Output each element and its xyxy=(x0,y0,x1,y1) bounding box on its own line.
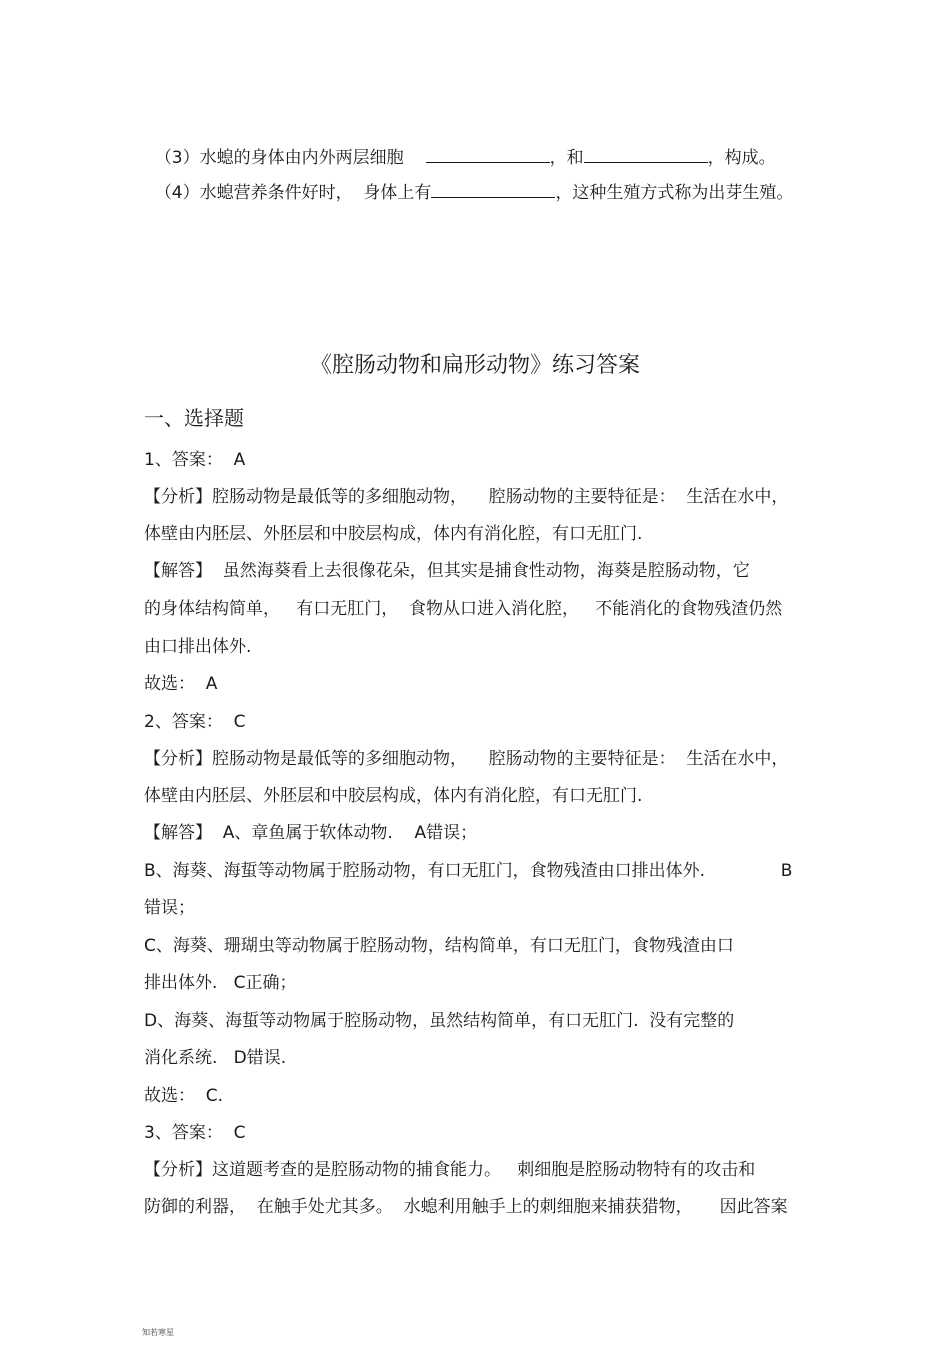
q4-suffix: ，这种生殖方式称为出芽生殖。 xyxy=(555,183,794,203)
footer-text: 知若寒星 xyxy=(142,1328,174,1337)
answers-title: 《腔肠动物和扁形动物》练习答案 xyxy=(309,353,640,378)
answer-line: 2、答案： C xyxy=(144,712,246,732)
answer-line: 【分析】腔肠动物是最低等的多细胞动物， 腔肠动物的主要特征是： 生活在水中， xyxy=(144,487,789,507)
q3-prefix: （3）水螅的身体由内外两层细胞 xyxy=(154,148,404,168)
answer-line: 【分析】腔肠动物是最低等的多细胞动物， 腔肠动物的主要特征是： 生活在水中， xyxy=(144,749,789,769)
answer-line: 3、答案： C xyxy=(144,1123,246,1143)
answer-line: 故选： C. xyxy=(144,1086,224,1106)
answer-line: 排出体外. C正确； xyxy=(144,973,297,993)
q4-blank[interactable] xyxy=(431,183,555,198)
q3-mid: ，和 xyxy=(549,148,584,168)
answer-line: 体壁由内胚层、外胚层和中胶层构成，体内有消化腔，有口无肛门. xyxy=(144,524,643,544)
answer-line: B、海葵、海蜇等动物属于腔肠动物，有口无肛门，食物残渣由口排出体外. B xyxy=(144,861,793,881)
answer-line: 错误； xyxy=(144,898,195,918)
q4-prefix: （4）水螅营养条件好时， 身体上有 xyxy=(154,183,432,203)
answer-line: 故选： A xyxy=(144,674,218,694)
answer-line: 体壁由内胚层、外胚层和中胶层构成，体内有消化腔，有口无肛门. xyxy=(144,786,643,806)
answer-line: 【分析】这道题考查的是腔肠动物的捕食能力。 刺细胞是腔肠动物特有的攻击和 xyxy=(144,1160,756,1180)
answer-line: 的身体结构简单， 有口无肛门， 食物从口进入消化腔， 不能消化的食物残渣仍然 xyxy=(144,599,783,619)
answer-line: 由口排出体外. xyxy=(144,637,252,657)
answer-line: D、海葵、海蜇等动物属于腔肠动物，虽然结构简单，有口无肛门. 没有完整的 xyxy=(144,1011,735,1031)
section-heading: 一、选择题 xyxy=(144,406,244,430)
answer-line: 【解答】 A、章鱼属于软体动物. A错误； xyxy=(144,823,478,843)
answer-line: 【解答】 虽然海葵看上去很像花朵，但其实是捕食性动物，海葵是腔肠动物，它 xyxy=(144,561,750,581)
answer-line: 消化系统. D错误. xyxy=(144,1048,287,1068)
q3-suffix: ，构成。 xyxy=(707,148,776,168)
answer-line: C、海葵、珊瑚虫等动物属于腔肠动物，结构简单，有口无肛门，食物残渣由口 xyxy=(144,936,734,956)
question-4 xyxy=(144,160,793,204)
answer-line: 1、答案： A xyxy=(144,450,246,470)
answer-line: 防御的利器， 在触手处尤其多。 水螅利用触手上的刺细胞来捕获猎物， 因此答案 xyxy=(144,1197,788,1217)
